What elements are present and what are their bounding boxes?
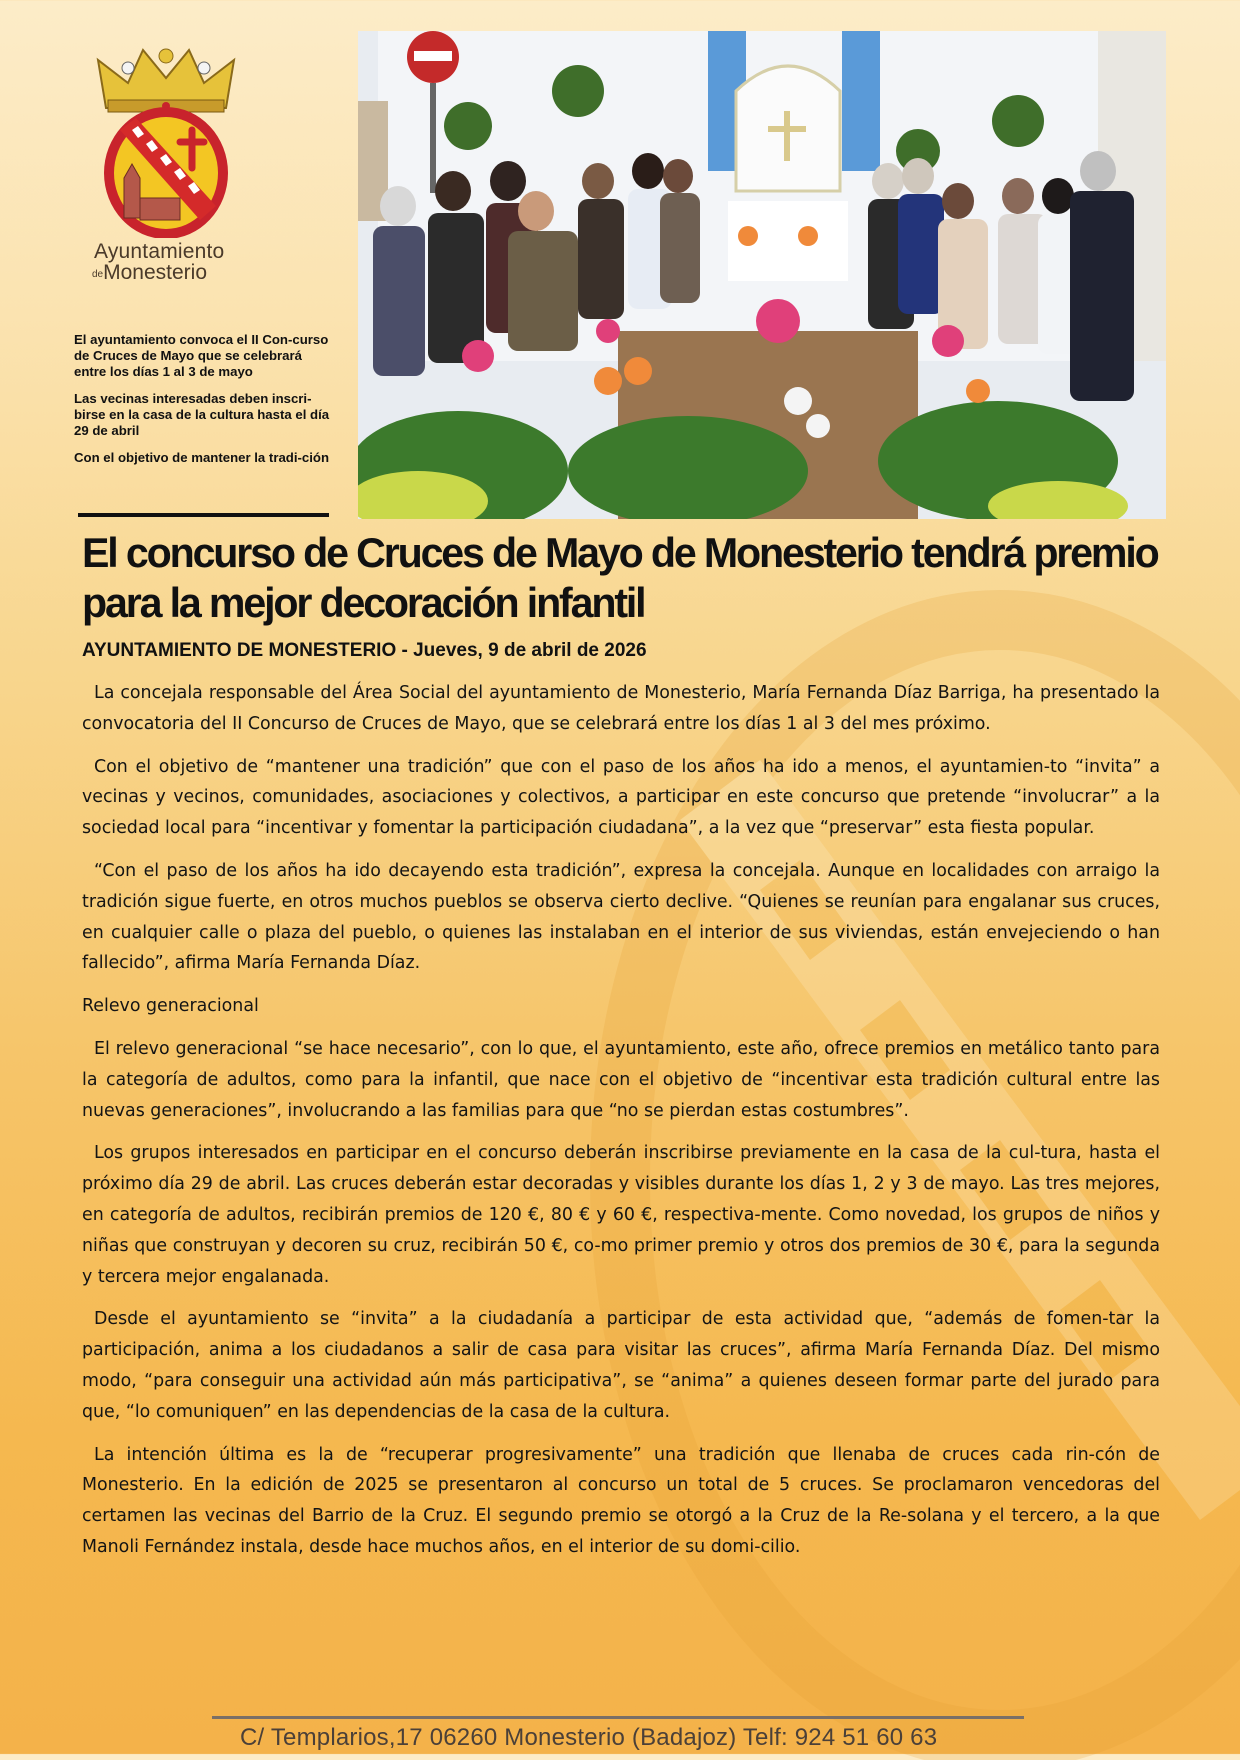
article-paragraph: “Con el paso de los años ha ido decayendo esta tradición”, expresa la concejala. Aunque en localidades con arraigo la tradición sigue fuerte, en otros muchos pueblos se observa cierto declive. “Quienes se reunían para engalanar sus cruces, en cualquier calle o plaza del pueblo, o quienes las instalaban en el interior de sus viviendas, están envejeciendo o han fallecido”, afirma María Fernanda Díaz. bbox=[82, 860, 1160, 974]
article-subheading: Relevo generacional bbox=[82, 996, 259, 1017]
logo-title-line2 bbox=[92, 261, 207, 285]
highlight-item: Las vecinas interesadas deben inscri-birse en la casa de la cultura hasta el día 29 de abril bbox=[74, 391, 330, 438]
article-body bbox=[82, 678, 1160, 1575]
highlight-item: El ayuntamiento convoca el II Con-curso de Cruces de Mayo que se celebrará entre los días 1 al 3 de mayo bbox=[74, 332, 329, 379]
coat-of-arms-icon bbox=[88, 38, 244, 238]
article-paragraph: Los grupos interesados en participar en el concurso deberán inscribirse previamente en la casa de la cul-tura, hasta el próximo día 29 de abril. Las cruces deberán estar decoradas y visibles durante los días 1, 2 y 3 de mayo. Las tres mejores, en categoría de adultos, recibirán premios de 120 €, 80 € y 60 €, respectiva-mente. Como novedad, los grupos de niños y niñas que construyan y decoren su cruz, recibirán 50 €, co-mo primer premio y otros dos premios de 30 €, para la segunda y tercera mejor engalanada. bbox=[82, 1143, 1160, 1287]
article-paragraph: El relevo generacional “se hace necesario”, con lo que, el ayuntamiento, este año, ofrece premios en metálico tanto para la categoría de adultos, como para la infantil, que nace con el objetivo de “incentivar esta tradición cultural entre las nuevas generaciones”, involucrando a las familias para que “no se pierdan estas costumbres”. bbox=[82, 1038, 1160, 1121]
photo-icon bbox=[358, 31, 1166, 519]
article-paragraph: Con el objetivo de “mantener una tradición” que con el paso de los años ha ido a menos, el ayuntamien-to “invita” a vecinas y vecinos, comunidades, asociaciones y colectivos, a participar en este concurso que pretende “involucrar” a la sociedad local para “incentivar y fomentar la participación ciudadana”, a la vez que “preservar” esta fiesta popular. bbox=[82, 756, 1160, 839]
article-paragraph: Desde el ayuntamiento se “invita” a la ciudadanía a participar de esta actividad que, “además de fomen-tar la participación, anima a los ciudadanos a salir de casa para visitar las cruces”, afirma María Fernanda Díaz. Del mismo modo, “para conseguir una actividad aún más participativa”, se “anima” a quienes deseen formar parte del jurado para que, “lo comuniquen” en las dependencias de la casa de la cultura. bbox=[82, 1309, 1160, 1422]
logo-title-line1: Ayuntamiento bbox=[94, 240, 225, 263]
article-photo bbox=[358, 31, 1166, 519]
article-headline: El concurso de Cruces de Mayo de Monesterio tendrá premio para la mejor decoración infantil bbox=[82, 529, 1158, 626]
logo-prefix: de bbox=[92, 269, 104, 280]
highlight-item: Con el objetivo de mantener la tradi-ción bbox=[74, 450, 329, 465]
article-paragraph: La concejala responsable del Área Social del ayuntamiento de Monesterio, María Fernanda Díaz Barriga, ha presentado la convocatoria del II Concurso de Cruces de Mayo, que se celebrará entre los días 1 al 3 del mes próximo. bbox=[82, 683, 1160, 734]
article-paragraph: La intención última es la de “recuperar progresivamente” una tradición que llenaba de cruces cada rin-cón de Monesterio. En la edición de 2025 se presentaron al concurso un total de 5 cruces. Se proclamaron vencedoras del certamen las vecinas del Barrio de la Cruz. El segundo premio se otorgó a la Cruz de la Re-solana y el tercero, a la que Manoli Fernández instala, desde hace muchos años, en el interior de su domi-cilio. bbox=[82, 1444, 1160, 1557]
highlights-sidebar bbox=[74, 332, 336, 477]
footer-divider bbox=[212, 1716, 1024, 1719]
article-byline: AYUNTAMIENTO DE MONESTERIO - Jueves, 9 de abril de 2026 bbox=[82, 640, 647, 661]
sidebar-divider bbox=[78, 513, 329, 517]
footer-address: C/ Templarios,17 06260 Monesterio (Badajoz) Telf: 924 51 60 63 bbox=[240, 1724, 938, 1751]
logo-town-name: Monesterio bbox=[103, 261, 208, 284]
